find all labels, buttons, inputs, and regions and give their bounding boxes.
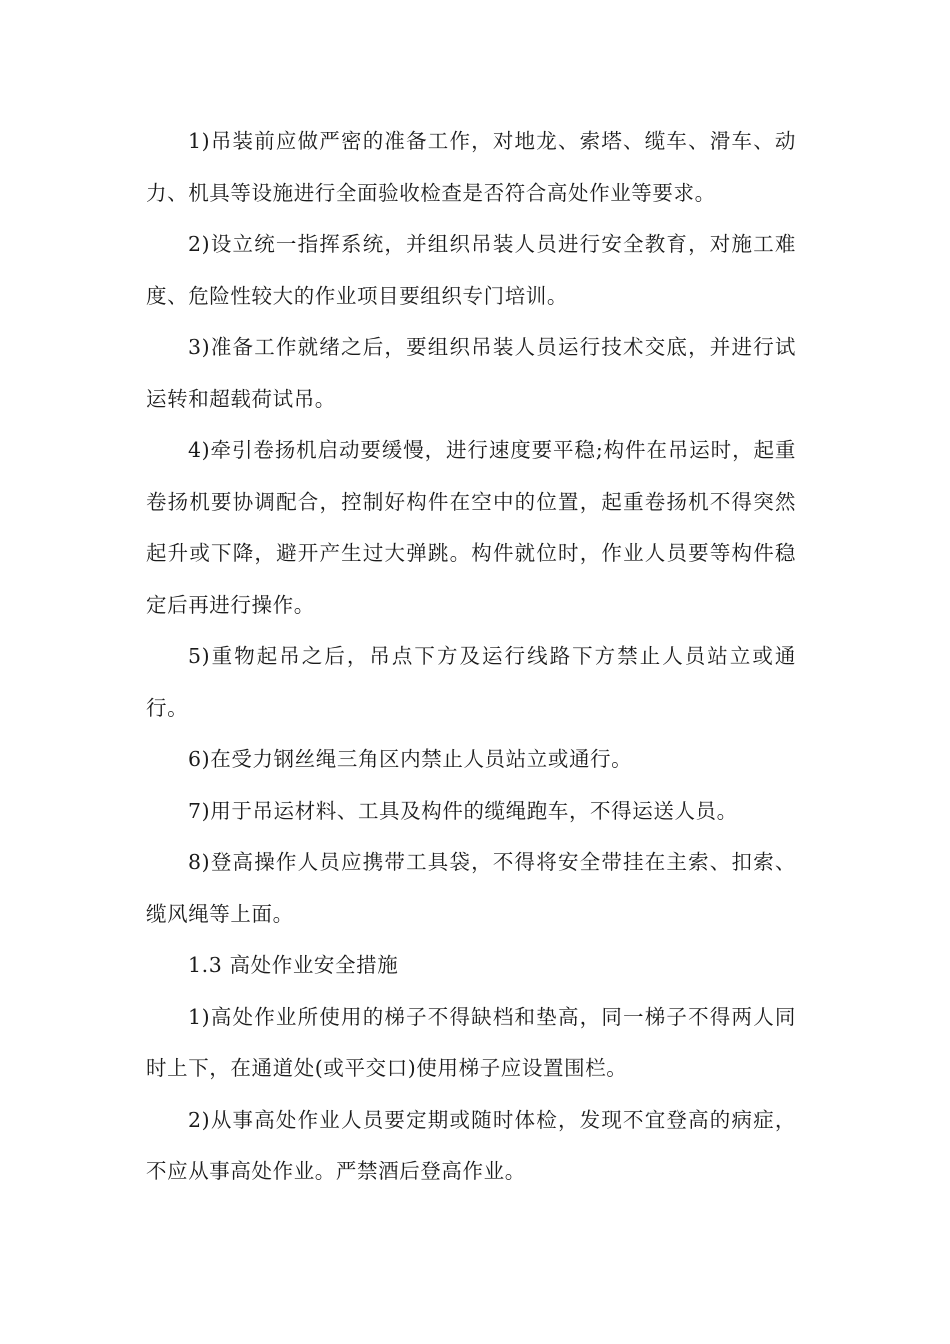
paragraph-6: 6)在受力钢丝绳三角区内禁止人员站立或通行。 (188, 747, 633, 771)
paragraph-3: 3)准备工作就绪之后，要组织吊装人员运行技术交底，并进行试运转和超载荷试吊。 (146, 335, 796, 411)
paragraph-8: 8)登高操作人员应携带工具袋，不得将安全带挂在主索、扣索、缆风绳等上面。 (146, 850, 796, 926)
paragraph-7: 7)用于吊运材料、工具及构件的缆绳跑车，不得运送人员。 (188, 798, 738, 823)
paragraph-4: 4)牵引卷扬机启动要缓慢，进行速度要平稳;构件在吊运时，起重卷扬机要协调配合，控制好构件在空中的位置，起重卷扬机不得突然起升或下降，避开产生过大弹跳。构件就位时，作业人员要等构件稳定后再进行操作。 (146, 438, 796, 617)
section-paragraph-1: 1)高处作业所使用的梯子不得缺档和垫高，同一梯子不得两人同时上下，在通道处(或平交口)使用梯子应设置围栏。 (146, 1004, 796, 1080)
section-paragraph-2: 2)从事高处作业人员要定期或随时体检，发现不宜登高的病症，不应从事高处作业。严禁酒后登高作业。 (146, 1107, 796, 1183)
paragraph-5: 5)重物起吊之后，吊点下方及运行线路下方禁止人员站立或通行。 (146, 644, 796, 720)
document-body (146, 116, 796, 1198)
section-heading: 1.3 高处作业安全措施 (188, 953, 399, 977)
paragraph-1: 1)吊装前应做严密的准备工作，对地龙、索塔、缆车、滑车、动力、机具等设施进行全面验收检查是否符合高处作业等要求。 (146, 129, 796, 205)
paragraph-2: 2)设立统一指挥系统，并组织吊装人员进行安全教育，对施工难度、危险性较大的作业项目要组织专门培训。 (146, 232, 796, 308)
